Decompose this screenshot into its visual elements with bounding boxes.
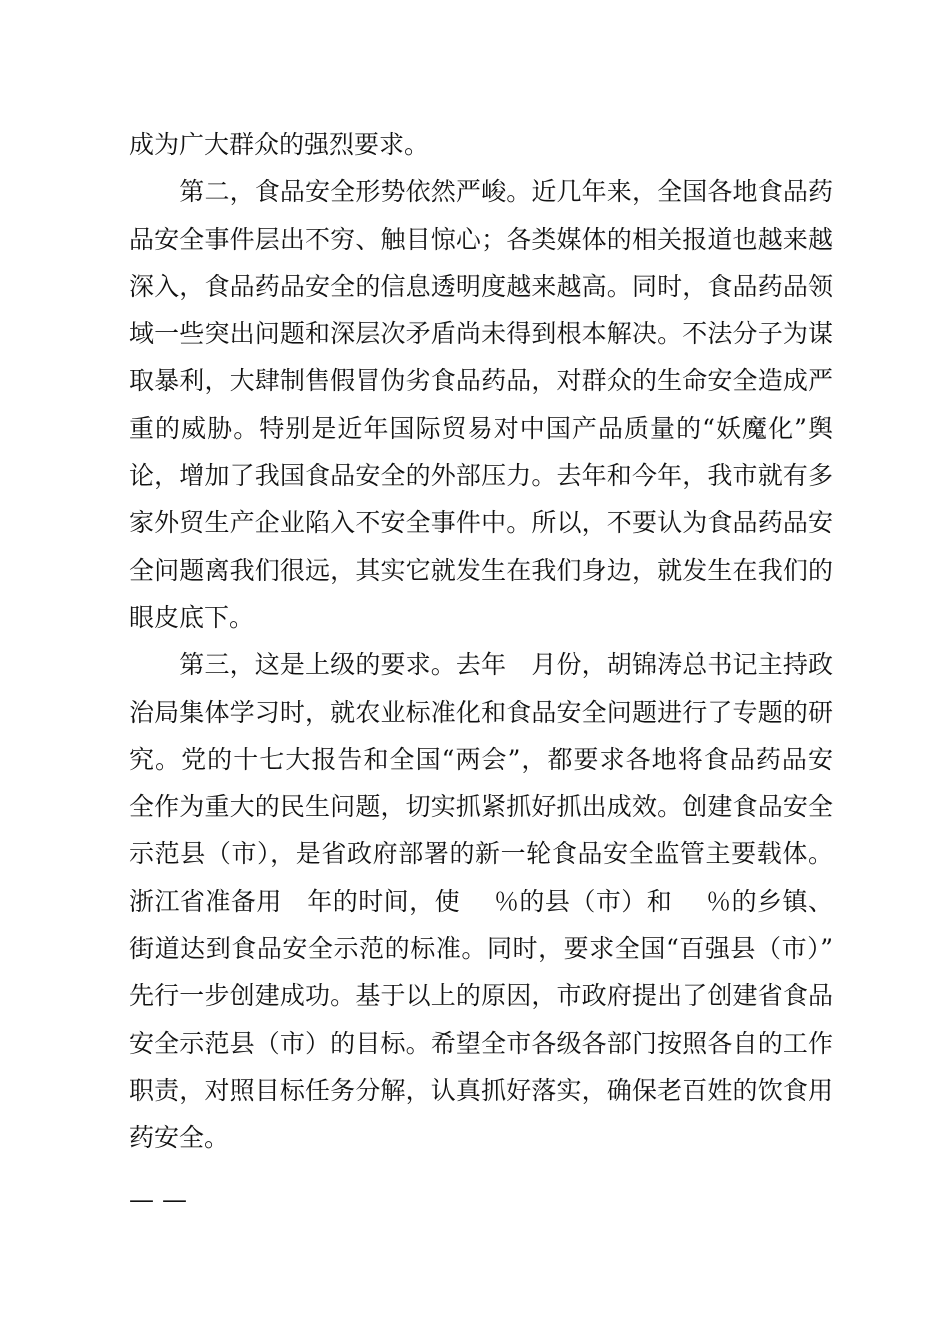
text-line: 街道达到食品安全示范的标准。同时，要求全国“百强县（市）”	[129, 934, 833, 964]
page-number-marker: — —	[129, 1185, 187, 1214]
text-line: 深入，食品药品安全的信息透明度越来越高。同时，食品药品领	[129, 271, 833, 301]
text-line: 第二，食品安全形势依然严峻。近几年来，全国各地食品药	[129, 177, 833, 207]
text-line: 究。党的十七大报告和全国“两会”，都要求各地将食品药品安	[129, 744, 833, 774]
text-line: 示范县（市），是省政府部署的新一轮食品安全监管主要载体。	[129, 839, 833, 869]
text-line: 药安全。	[129, 1123, 230, 1153]
text-line: 职责，对照目标任务分解，认真抓好落实，确保老百姓的饮食用	[129, 1075, 833, 1105]
text-line: 论，增加了我国食品安全的外部压力。去年和今年，我市就有多	[129, 461, 833, 491]
text-line: 全作为重大的民生问题，切实抓紧抓好抓出成效。创建食品安全	[129, 792, 833, 822]
text-line: 成为广大群众的强烈要求。	[129, 130, 430, 159]
text-line: 家外贸生产企业陷入不安全事件中。所以，不要认为食品药品安	[129, 508, 833, 538]
text-line: 全问题离我们很远，其实它就发生在我们身边，就发生在我们的	[129, 555, 833, 585]
body-text	[129, 121, 833, 1162]
text-line: 浙江省准备用 年的时间，使 ％的县（市）和 ％的乡镇、	[129, 886, 833, 916]
text-line: 品安全事件层出不穷、触目惊心；各类媒体的相关报道也越来越	[129, 224, 833, 254]
text-line: 治局集体学习时，就农业标准化和食品安全问题进行了专题的研	[129, 697, 833, 727]
text-line: 安全示范县（市）的目标。希望全市各级各部门按照各自的工作	[129, 1028, 833, 1058]
text-line: 眼皮底下。	[129, 602, 255, 632]
text-line: 重的威胁。特别是近年国际贸易对中国产品质量的“妖魔化”舆	[129, 413, 833, 443]
text-line: 取暴利，大肆制售假冒伪劣食品药品，对群众的生命安全造成严	[129, 366, 833, 396]
text-line: 第三，这是上级的要求。去年 月份，胡锦涛总书记主持政	[129, 650, 833, 680]
text-line: 域一些突出问题和深层次矛盾尚未得到根本解决。不法分子为谋	[129, 319, 833, 349]
text-line: 先行一步创建成功。基于以上的原因，市政府提出了创建省食品	[129, 981, 833, 1011]
